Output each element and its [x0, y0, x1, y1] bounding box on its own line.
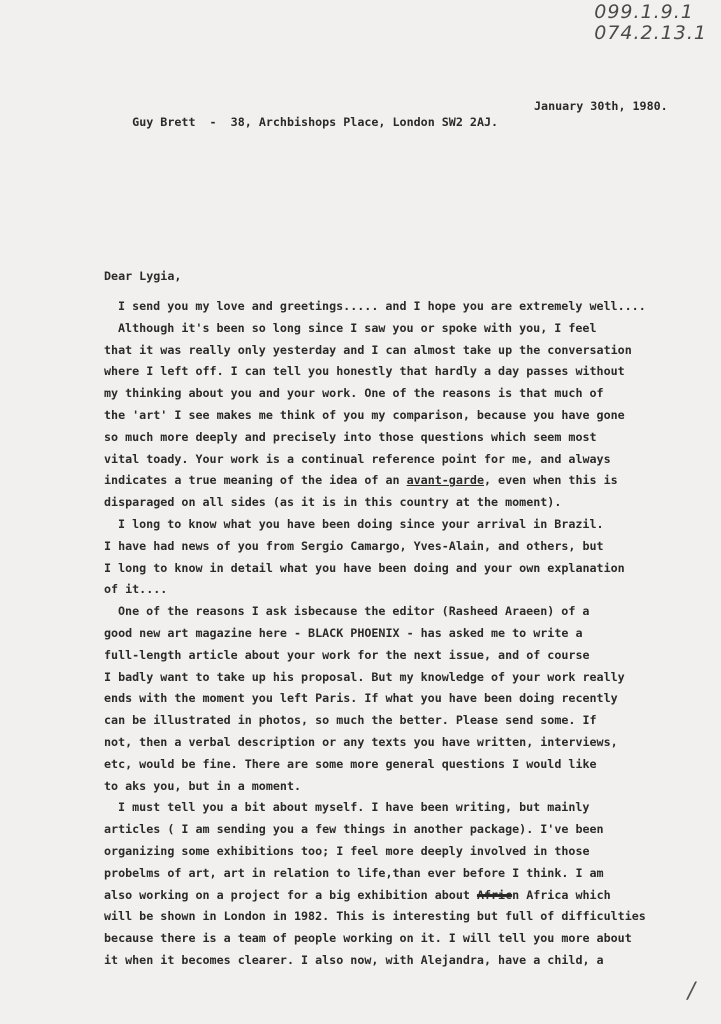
- body-line: that it was really only yesterday and I can almost take up the conversation: [104, 342, 632, 357]
- underlined-term: avant-garde: [406, 473, 484, 488]
- letter-header: [104, 98, 676, 162]
- body-line-segment: also working on a project for a big exhibition about: [104, 887, 477, 902]
- body-line: the 'art' I see makes me think of you my comparison, because you have gone: [104, 408, 625, 422]
- body-line: I must tell you a bit about myself. I have been writing, but mainly: [118, 800, 590, 815]
- body-line: I have had news of you from Sergio Camargo, Yves-Alain, and others, but: [104, 538, 604, 553]
- body-line: ends with the moment you left Paris. If what you have been doing recently: [104, 691, 618, 706]
- struck-out-text: Afric: [476, 887, 513, 902]
- body-line: my thinking about you and your work. One of the reasons is that much of: [104, 386, 604, 401]
- body-line: I long to know in detail what you have been doing and your own explanation: [104, 560, 625, 575]
- body-line: disparaged on all sides (as it is in this country at the moment).: [104, 495, 562, 510]
- body-line: of it....: [104, 582, 168, 597]
- archive-reference: [594, 2, 707, 44]
- body-line: One of the reasons I ask isbecause the editor (Rasheed Araeen) of a: [118, 604, 590, 619]
- body-line: I badly want to take up his proposal. But my knowledge of your work really: [104, 669, 625, 684]
- body-line: organizing some exhibitions too; I feel more deeply involved in those: [104, 844, 590, 858]
- body-line: full-length article about your work for the next issue, and of course: [104, 647, 590, 662]
- body-line: where I left off. I can tell you honestly that hardly a day passes without: [104, 364, 625, 379]
- body-line: probelms of art, art in relation to life,than ever before I think. I am: [104, 865, 604, 880]
- body-line-segment: , even when this is: [483, 473, 618, 488]
- body-line: vital toady. Your work is a continual reference point for me, and always: [104, 451, 611, 466]
- body-line: I long to know what you have been doing since your arrival in Brazil.: [118, 517, 604, 531]
- body-line: [104, 887, 611, 903]
- body-line: can be illustrated in photos, so much the better. Please send some. If: [104, 713, 597, 728]
- salutation: Dear Lygia,: [104, 269, 182, 283]
- body-line-segment: n Africa which: [512, 887, 611, 902]
- body-line: etc, would be fine. There are some more general questions I would like: [104, 756, 597, 771]
- letter-date: January 30th, 1980.: [534, 99, 668, 113]
- archive-reference-line-1: 099.1.9.1: [594, 1, 694, 23]
- body-line: good new art magazine here - BLACK PHOENIX - has asked me to write a: [104, 626, 583, 640]
- body-line: so much more deeply and precisely into those questions which seem most: [104, 429, 597, 444]
- body-line: [104, 472, 618, 488]
- body-line: to aks you, but in a moment.: [104, 778, 302, 793]
- body-line: will be shown in London in 1982. This is interesting but full of difficulties: [104, 909, 646, 924]
- body-line: articles ( I am sending you a few things in another package). I've been: [104, 822, 604, 837]
- page-number-mark: /: [687, 979, 695, 1004]
- body-line: Although it's been so long since I saw you or spoke with you, I feel: [118, 320, 597, 335]
- archive-reference-line-2: 074.2.13.1: [594, 22, 707, 44]
- body-line: I send you my love and greetings..... and I hope you are extremely well....: [118, 299, 646, 313]
- body-line: not, then a verbal description or any texts you have written, interviews,: [104, 735, 618, 749]
- sender-address: Guy Brett - 38, Archbishops Place, London SW2 2AJ.: [132, 115, 499, 129]
- body-line: it when it becomes clearer. I also now, with Alejandra, have a child, a: [104, 953, 604, 967]
- body-line-segment: indicates a true meaning of the idea of an: [104, 473, 407, 488]
- body-line: because there is a team of people working on it. I will tell you more about: [104, 931, 632, 946]
